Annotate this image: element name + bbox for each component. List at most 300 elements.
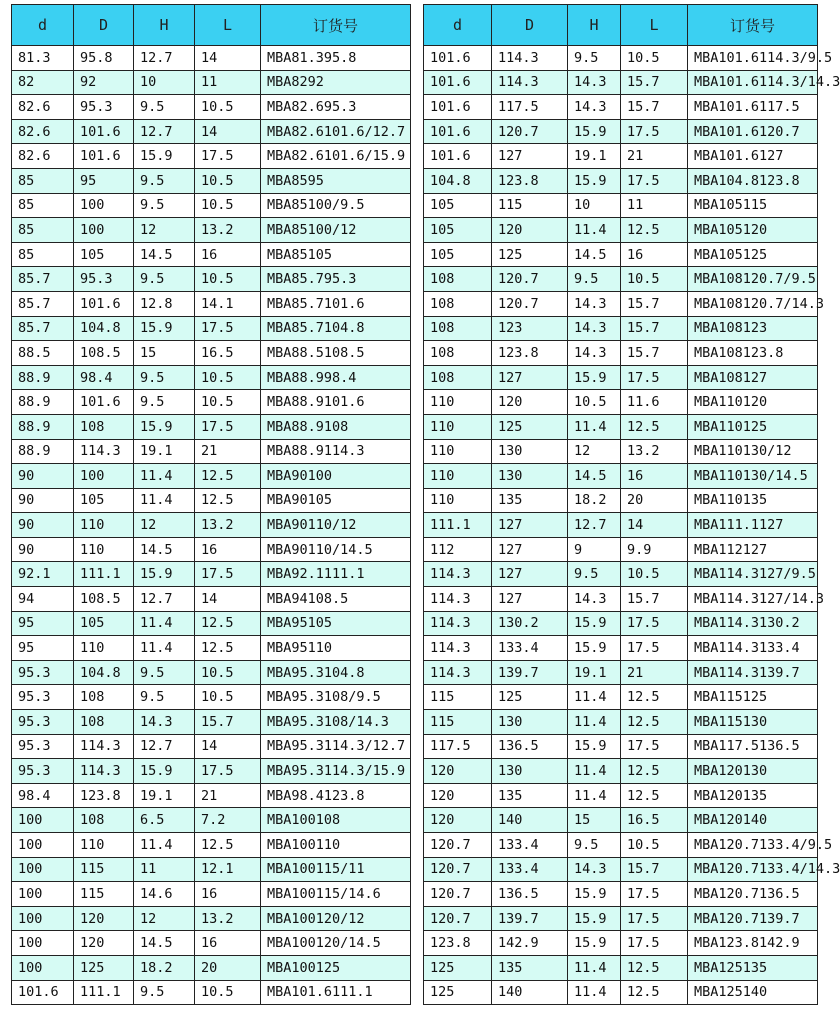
cell-length: 10.5 (621, 46, 688, 71)
cell-d: 85.7 (12, 316, 74, 341)
table-row (424, 46, 818, 71)
cell-d: 108 (424, 291, 492, 316)
cell-length: 13.2 (621, 439, 688, 464)
cell-order-number: MBA100120/12 (261, 906, 411, 931)
cell-height: 15.9 (568, 734, 621, 759)
table-row (424, 685, 818, 710)
cell-d: 101.6 (424, 144, 492, 169)
table-row (12, 759, 411, 784)
cell-order-number: MBA101.6114.3/9.5 (688, 46, 818, 71)
cell-d: 120.7 (424, 857, 492, 882)
cell-outer-diameter: 125 (492, 414, 568, 439)
cell-order-number: MBA88.5108.5 (261, 341, 411, 366)
cell-d: 120.7 (424, 906, 492, 931)
cell-d: 110 (424, 439, 492, 464)
table-row (12, 70, 411, 95)
cell-outer-diameter: 114.3 (74, 439, 134, 464)
cell-order-number: MBA115130 (688, 710, 818, 735)
cell-outer-diameter: 123.8 (492, 341, 568, 366)
cell-height: 15.9 (568, 906, 621, 931)
table-row (12, 168, 411, 193)
cell-outer-diameter: 133.4 (492, 857, 568, 882)
table-row (424, 808, 818, 833)
table-row (12, 365, 411, 390)
cell-order-number: MBA88.9108 (261, 414, 411, 439)
cell-length: 12.5 (621, 685, 688, 710)
table-row (12, 808, 411, 833)
cell-length: 10.5 (195, 980, 261, 1005)
cell-order-number: MBA114.3130.2 (688, 611, 818, 636)
cell-order-number: MBA110125 (688, 414, 818, 439)
cell-order-number: MBA111.1127 (688, 513, 818, 538)
cell-length: 12.5 (195, 464, 261, 489)
table-row (424, 513, 818, 538)
cell-outer-diameter: 120.7 (492, 267, 568, 292)
table-row (12, 144, 411, 169)
cell-outer-diameter: 125 (492, 242, 568, 267)
cell-height: 14.3 (568, 95, 621, 120)
cell-height: 15.9 (134, 144, 195, 169)
table-row (424, 710, 818, 735)
cell-outer-diameter: 127 (492, 587, 568, 612)
cell-length: 15.7 (621, 95, 688, 120)
cell-order-number: MBA8292 (261, 70, 411, 95)
cell-d: 105 (424, 242, 492, 267)
cell-length: 16 (621, 464, 688, 489)
table-row (424, 242, 818, 267)
cell-height: 12 (134, 906, 195, 931)
cell-outer-diameter: 115 (74, 857, 134, 882)
table-row (424, 439, 818, 464)
cell-outer-diameter: 100 (74, 218, 134, 243)
cell-outer-diameter: 120.7 (492, 291, 568, 316)
cell-outer-diameter: 139.7 (492, 660, 568, 685)
table-row (424, 636, 818, 661)
cell-d: 120 (424, 808, 492, 833)
cell-order-number: MBA120135 (688, 783, 818, 808)
table-row (424, 70, 818, 95)
cell-length: 17.5 (621, 611, 688, 636)
cell-order-number: MBA120.7133.4/9.5 (688, 833, 818, 858)
cell-d: 108 (424, 365, 492, 390)
cell-length: 15.7 (195, 710, 261, 735)
cell-length: 12.5 (195, 833, 261, 858)
cell-length: 13.2 (195, 513, 261, 538)
cell-order-number: MBA98.4123.8 (261, 783, 411, 808)
cell-height: 14.5 (134, 242, 195, 267)
cell-height: 15.9 (568, 119, 621, 144)
cell-d: 88.9 (12, 414, 74, 439)
cell-outer-diameter: 104.8 (74, 660, 134, 685)
table-row (424, 267, 818, 292)
cell-height: 12 (134, 218, 195, 243)
cell-d: 120.7 (424, 882, 492, 907)
table-row (424, 783, 818, 808)
cell-outer-diameter: 110 (74, 833, 134, 858)
cell-outer-diameter: 130 (492, 439, 568, 464)
cell-order-number: MBA108120.7/14.3 (688, 291, 818, 316)
cell-height: 15.9 (568, 365, 621, 390)
header-height: H (134, 5, 195, 46)
cell-order-number: MBA110130/12 (688, 439, 818, 464)
cell-outer-diameter: 130.2 (492, 611, 568, 636)
cell-d: 98.4 (12, 783, 74, 808)
cell-outer-diameter: 105 (74, 242, 134, 267)
cell-order-number: MBA90105 (261, 488, 411, 513)
cell-outer-diameter: 100 (74, 193, 134, 218)
table-row (424, 980, 818, 1005)
cell-length: 16 (195, 931, 261, 956)
cell-outer-diameter: 110 (74, 636, 134, 661)
cell-order-number: MBA88.9114.3 (261, 439, 411, 464)
cell-height: 14.6 (134, 882, 195, 907)
cell-length: 17.5 (621, 365, 688, 390)
cell-order-number: MBA120130 (688, 759, 818, 784)
cell-height: 14.3 (568, 857, 621, 882)
cell-length: 14.1 (195, 291, 261, 316)
cell-d: 117.5 (424, 734, 492, 759)
cell-outer-diameter: 127 (492, 513, 568, 538)
cell-height: 9.5 (134, 168, 195, 193)
table-row (12, 587, 411, 612)
cell-d: 90 (12, 464, 74, 489)
table-row (12, 783, 411, 808)
cell-outer-diameter: 127 (492, 144, 568, 169)
cell-length: 12.5 (195, 636, 261, 661)
cell-d: 125 (424, 980, 492, 1005)
cell-height: 9.5 (134, 390, 195, 415)
cell-height: 15 (568, 808, 621, 833)
cell-order-number: MBA100110 (261, 833, 411, 858)
cell-outer-diameter: 115 (74, 882, 134, 907)
cell-order-number: MBA104.8123.8 (688, 168, 818, 193)
cell-d: 111.1 (424, 513, 492, 538)
cell-order-number: MBA92.1111.1 (261, 562, 411, 587)
cell-height: 9.5 (134, 193, 195, 218)
table-row (424, 390, 818, 415)
cell-d: 95 (12, 611, 74, 636)
cell-d: 101.6 (12, 980, 74, 1005)
cell-height: 9.5 (134, 95, 195, 120)
table-row (424, 168, 818, 193)
cell-order-number: MBA82.6101.6/15.9 (261, 144, 411, 169)
table-row (424, 193, 818, 218)
cell-order-number: MBA112127 (688, 537, 818, 562)
cell-outer-diameter: 101.6 (74, 144, 134, 169)
cell-d: 100 (12, 808, 74, 833)
table-row (12, 267, 411, 292)
cell-outer-diameter: 120.7 (492, 119, 568, 144)
cell-outer-diameter: 105 (74, 611, 134, 636)
cell-outer-diameter: 136.5 (492, 734, 568, 759)
cell-d: 88.9 (12, 365, 74, 390)
cell-d: 85 (12, 168, 74, 193)
cell-order-number: MBA120.7136.5 (688, 882, 818, 907)
cell-d: 85 (12, 218, 74, 243)
cell-outer-diameter: 114.3 (492, 46, 568, 71)
cell-outer-diameter: 125 (492, 685, 568, 710)
cell-outer-diameter: 104.8 (74, 316, 134, 341)
table-row (424, 341, 818, 366)
cell-d: 100 (12, 931, 74, 956)
cell-order-number: MBA85.7101.6 (261, 291, 411, 316)
header-length: L (195, 5, 261, 46)
cell-height: 9.5 (134, 685, 195, 710)
cell-order-number: MBA95.3114.3/15.9 (261, 759, 411, 784)
header-row (12, 5, 411, 46)
table-row (424, 488, 818, 513)
cell-length: 15.7 (621, 291, 688, 316)
table-row (12, 636, 411, 661)
cell-length: 15.7 (621, 587, 688, 612)
cell-order-number: MBA100108 (261, 808, 411, 833)
cell-outer-diameter: 108.5 (74, 587, 134, 612)
header-height: H (568, 5, 621, 46)
cell-d: 110 (424, 390, 492, 415)
cell-order-number: MBA123.8142.9 (688, 931, 818, 956)
cell-length: 16 (621, 242, 688, 267)
cell-order-number: MBA100115/11 (261, 857, 411, 882)
cell-height: 14.3 (134, 710, 195, 735)
cell-outer-diameter: 133.4 (492, 636, 568, 661)
cell-d: 90 (12, 513, 74, 538)
cell-length: 21 (621, 144, 688, 169)
cell-height: 12.8 (134, 291, 195, 316)
cell-length: 12.5 (195, 611, 261, 636)
cell-length: 16 (195, 882, 261, 907)
cell-height: 9.5 (134, 980, 195, 1005)
cell-d: 120 (424, 783, 492, 808)
cell-length: 12.5 (621, 759, 688, 784)
cell-length: 17.5 (621, 906, 688, 931)
cell-outer-diameter: 136.5 (492, 882, 568, 907)
cell-order-number: MBA114.3139.7 (688, 660, 818, 685)
cell-order-number: MBA85100/12 (261, 218, 411, 243)
cell-height: 15.9 (568, 931, 621, 956)
cell-length: 17.5 (195, 316, 261, 341)
cell-outer-diameter: 127 (492, 537, 568, 562)
cell-d: 95.3 (12, 710, 74, 735)
cell-order-number: MBA94108.5 (261, 587, 411, 612)
cell-height: 15.9 (568, 611, 621, 636)
cell-height: 19.1 (134, 439, 195, 464)
cell-length: 10.5 (621, 833, 688, 858)
cell-height: 11.4 (134, 636, 195, 661)
cell-height: 12 (568, 439, 621, 464)
cell-d: 105 (424, 218, 492, 243)
cell-outer-diameter: 123.8 (74, 783, 134, 808)
cell-outer-diameter: 120 (492, 218, 568, 243)
cell-outer-diameter: 108.5 (74, 341, 134, 366)
cell-d: 85 (12, 193, 74, 218)
cell-height: 9.5 (568, 833, 621, 858)
cell-order-number: MBA100125 (261, 955, 411, 980)
cell-height: 15.9 (134, 316, 195, 341)
cell-length: 10.5 (621, 562, 688, 587)
cell-length: 12.5 (621, 710, 688, 735)
cell-order-number: MBA125135 (688, 955, 818, 980)
cell-d: 114.3 (424, 636, 492, 661)
cell-order-number: MBA100120/14.5 (261, 931, 411, 956)
cell-height: 14.3 (568, 291, 621, 316)
cell-outer-diameter: 101.6 (74, 390, 134, 415)
table-row (12, 119, 411, 144)
cell-length: 21 (195, 439, 261, 464)
cell-height: 14.3 (568, 341, 621, 366)
cell-length: 17.5 (195, 759, 261, 784)
cell-d: 95.3 (12, 759, 74, 784)
cell-height: 19.1 (568, 144, 621, 169)
table-row (12, 931, 411, 956)
table-row (424, 291, 818, 316)
table-row (12, 980, 411, 1005)
table-row (12, 390, 411, 415)
cell-d: 82.6 (12, 144, 74, 169)
cell-order-number: MBA88.9101.6 (261, 390, 411, 415)
cell-order-number: MBA81.395.8 (261, 46, 411, 71)
cell-height: 9.5 (568, 46, 621, 71)
cell-length: 16 (195, 537, 261, 562)
cell-d: 85.7 (12, 267, 74, 292)
cell-length: 16.5 (195, 341, 261, 366)
cell-d: 104.8 (424, 168, 492, 193)
table-row (12, 414, 411, 439)
cell-height: 14.3 (568, 587, 621, 612)
table-row (12, 513, 411, 538)
table-row (424, 734, 818, 759)
cell-height: 12.7 (134, 734, 195, 759)
cell-order-number: MBA120.7133.4/14.3 (688, 857, 818, 882)
cell-length: 12.5 (621, 783, 688, 808)
header-d: d (424, 5, 492, 46)
cell-outer-diameter: 108 (74, 710, 134, 735)
cell-height: 11.4 (568, 710, 621, 735)
table-row (424, 316, 818, 341)
table-row (12, 316, 411, 341)
cell-order-number: MBA110135 (688, 488, 818, 513)
cell-length: 17.5 (621, 636, 688, 661)
cell-length: 15.7 (621, 316, 688, 341)
cell-length: 13.2 (195, 906, 261, 931)
table-row (12, 906, 411, 931)
cell-length: 10.5 (195, 685, 261, 710)
cell-order-number: MBA101.6111.1 (261, 980, 411, 1005)
cell-height: 11.4 (134, 611, 195, 636)
cell-order-number: MBA85105 (261, 242, 411, 267)
cell-outer-diameter: 123.8 (492, 168, 568, 193)
cell-order-number: MBA90110/14.5 (261, 537, 411, 562)
table-row (424, 906, 818, 931)
right-spec-table (423, 4, 840, 1005)
cell-outer-diameter: 95 (74, 168, 134, 193)
cell-outer-diameter: 123 (492, 316, 568, 341)
cell-length: 15.7 (621, 857, 688, 882)
cell-outer-diameter: 135 (492, 783, 568, 808)
cell-d: 88.9 (12, 439, 74, 464)
header-order-number: 订货号 (688, 5, 818, 46)
cell-d: 82 (12, 70, 74, 95)
cell-order-number: MBA85.7104.8 (261, 316, 411, 341)
table-row (424, 95, 818, 120)
cell-outer-diameter: 101.6 (74, 119, 134, 144)
cell-outer-diameter: 127 (492, 365, 568, 390)
left-spec-table (11, 4, 411, 1005)
cell-order-number: MBA88.998.4 (261, 365, 411, 390)
cell-length: 16 (195, 242, 261, 267)
cell-outer-diameter: 101.6 (74, 291, 134, 316)
table-row (12, 242, 411, 267)
cell-height: 14.5 (568, 464, 621, 489)
table-row (424, 857, 818, 882)
cell-height: 11.4 (134, 464, 195, 489)
cell-height: 15.9 (134, 414, 195, 439)
table-row (424, 587, 818, 612)
cell-order-number: MBA115125 (688, 685, 818, 710)
cell-d: 105 (424, 193, 492, 218)
table-row (424, 537, 818, 562)
table-row (424, 144, 818, 169)
cell-d: 100 (12, 857, 74, 882)
table-row (424, 562, 818, 587)
cell-height: 12.7 (134, 46, 195, 71)
cell-height: 9.5 (134, 365, 195, 390)
cell-order-number: MBA125140 (688, 980, 818, 1005)
cell-d: 101.6 (424, 46, 492, 71)
cell-length: 12.1 (195, 857, 261, 882)
cell-d: 112 (424, 537, 492, 562)
cell-d: 110 (424, 414, 492, 439)
cell-length: 17.5 (195, 562, 261, 587)
cell-outer-diameter: 95.8 (74, 46, 134, 71)
cell-outer-diameter: 100 (74, 464, 134, 489)
cell-d: 82.6 (12, 119, 74, 144)
cell-d: 82.6 (12, 95, 74, 120)
cell-length: 12.5 (621, 955, 688, 980)
table-row (12, 537, 411, 562)
header-d: d (12, 5, 74, 46)
table-row (12, 218, 411, 243)
cell-outer-diameter: 114.3 (74, 759, 134, 784)
cell-outer-diameter: 130 (492, 710, 568, 735)
cell-order-number: MBA101.6120.7 (688, 119, 818, 144)
cell-outer-diameter: 95.3 (74, 267, 134, 292)
cell-length: 15.7 (621, 341, 688, 366)
cell-d: 120.7 (424, 833, 492, 858)
table-row (12, 833, 411, 858)
cell-outer-diameter: 135 (492, 488, 568, 513)
cell-outer-diameter: 120 (492, 390, 568, 415)
cell-outer-diameter: 114.3 (74, 734, 134, 759)
cell-d: 108 (424, 267, 492, 292)
cell-height: 15.9 (134, 759, 195, 784)
cell-length: 13.2 (195, 218, 261, 243)
table-row (12, 439, 411, 464)
cell-height: 11.4 (568, 685, 621, 710)
cell-length: 10.5 (621, 267, 688, 292)
table-row (12, 685, 411, 710)
cell-d: 94 (12, 587, 74, 612)
table-row (424, 955, 818, 980)
cell-outer-diameter: 120 (74, 931, 134, 956)
table-row (12, 882, 411, 907)
cell-order-number: MBA85.795.3 (261, 267, 411, 292)
cell-length: 11 (195, 70, 261, 95)
cell-d: 114.3 (424, 562, 492, 587)
cell-order-number: MBA82.695.3 (261, 95, 411, 120)
cell-order-number: MBA90110/12 (261, 513, 411, 538)
cell-order-number: MBA120140 (688, 808, 818, 833)
cell-height: 15.9 (568, 636, 621, 661)
